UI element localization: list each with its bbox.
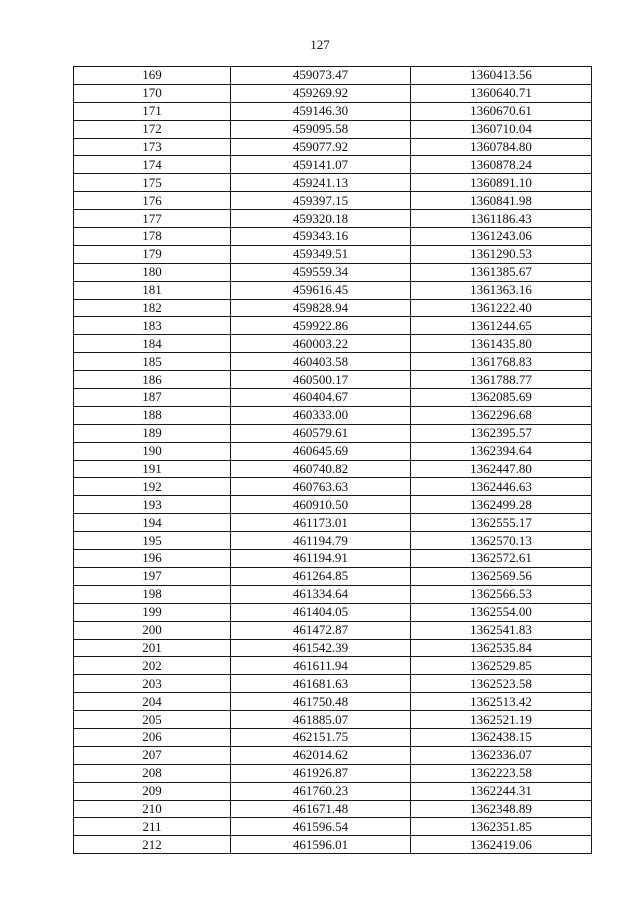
x-coordinate-cell: 462151.75 bbox=[231, 728, 411, 746]
y-coordinate-cell: 1362569.56 bbox=[411, 567, 592, 585]
table-row bbox=[74, 353, 592, 371]
table-row bbox=[74, 67, 592, 85]
x-coordinate-cell: 459095.58 bbox=[231, 120, 411, 138]
point-number-cell: 185 bbox=[74, 353, 231, 371]
x-coordinate-cell: 460763.63 bbox=[231, 478, 411, 496]
x-coordinate-cell: 461611.94 bbox=[231, 657, 411, 675]
point-number-cell: 187 bbox=[74, 389, 231, 407]
point-number-cell: 207 bbox=[74, 746, 231, 764]
point-number-cell: 180 bbox=[74, 263, 231, 281]
y-coordinate-cell: 1362447.80 bbox=[411, 460, 592, 478]
x-coordinate-cell: 459320.18 bbox=[231, 210, 411, 228]
y-coordinate-cell: 1360784.80 bbox=[411, 138, 592, 156]
point-number-cell: 188 bbox=[74, 406, 231, 424]
x-coordinate-cell: 460910.50 bbox=[231, 496, 411, 514]
point-number-cell: 205 bbox=[74, 711, 231, 729]
y-coordinate-cell: 1362555.17 bbox=[411, 514, 592, 532]
x-coordinate-cell: 460645.69 bbox=[231, 442, 411, 460]
x-coordinate-cell: 460403.58 bbox=[231, 353, 411, 371]
point-number-cell: 181 bbox=[74, 281, 231, 299]
x-coordinate-cell: 460333.00 bbox=[231, 406, 411, 424]
table-row bbox=[74, 389, 592, 407]
x-coordinate-cell: 461542.39 bbox=[231, 639, 411, 657]
point-number-cell: 195 bbox=[74, 532, 231, 550]
table-row bbox=[74, 460, 592, 478]
table-row bbox=[74, 84, 592, 102]
table-row bbox=[74, 335, 592, 353]
x-coordinate-cell: 459559.34 bbox=[231, 263, 411, 281]
point-number-cell: 182 bbox=[74, 299, 231, 317]
table-row bbox=[74, 406, 592, 424]
table-row bbox=[74, 478, 592, 496]
y-coordinate-cell: 1361222.40 bbox=[411, 299, 592, 317]
y-coordinate-cell: 1361363.16 bbox=[411, 281, 592, 299]
point-number-cell: 184 bbox=[74, 335, 231, 353]
x-coordinate-cell: 460404.67 bbox=[231, 389, 411, 407]
table-row bbox=[74, 496, 592, 514]
table-row bbox=[74, 764, 592, 782]
y-coordinate-cell: 1362296.68 bbox=[411, 406, 592, 424]
table-row bbox=[74, 621, 592, 639]
table-row bbox=[74, 442, 592, 460]
table-row bbox=[74, 245, 592, 263]
point-number-cell: 171 bbox=[74, 102, 231, 120]
table-row bbox=[74, 675, 592, 693]
y-coordinate-cell: 1362394.64 bbox=[411, 442, 592, 460]
x-coordinate-cell: 461173.01 bbox=[231, 514, 411, 532]
table-row bbox=[74, 371, 592, 389]
table-row bbox=[74, 603, 592, 621]
y-coordinate-cell: 1362223.58 bbox=[411, 764, 592, 782]
table-row bbox=[74, 102, 592, 120]
table-row bbox=[74, 156, 592, 174]
y-coordinate-cell: 1362395.57 bbox=[411, 424, 592, 442]
table-row bbox=[74, 782, 592, 800]
x-coordinate-cell: 460500.17 bbox=[231, 371, 411, 389]
point-number-cell: 190 bbox=[74, 442, 231, 460]
coordinates-table bbox=[73, 66, 592, 854]
point-number-cell: 206 bbox=[74, 728, 231, 746]
point-number-cell: 208 bbox=[74, 764, 231, 782]
x-coordinate-cell: 461264.85 bbox=[231, 567, 411, 585]
y-coordinate-cell: 1361186.43 bbox=[411, 210, 592, 228]
y-coordinate-cell: 1361290.53 bbox=[411, 245, 592, 263]
x-coordinate-cell: 461681.63 bbox=[231, 675, 411, 693]
x-coordinate-cell: 459146.30 bbox=[231, 102, 411, 120]
table-row bbox=[74, 711, 592, 729]
y-coordinate-cell: 1360878.24 bbox=[411, 156, 592, 174]
point-number-cell: 174 bbox=[74, 156, 231, 174]
point-number-cell: 202 bbox=[74, 657, 231, 675]
y-coordinate-cell: 1362446.63 bbox=[411, 478, 592, 496]
y-coordinate-cell: 1361243.06 bbox=[411, 228, 592, 246]
point-number-cell: 204 bbox=[74, 693, 231, 711]
table-row bbox=[74, 424, 592, 442]
x-coordinate-cell: 461885.07 bbox=[231, 711, 411, 729]
y-coordinate-cell: 1362566.53 bbox=[411, 585, 592, 603]
y-coordinate-cell: 1360670.61 bbox=[411, 102, 592, 120]
x-coordinate-cell: 460740.82 bbox=[231, 460, 411, 478]
point-number-cell: 198 bbox=[74, 585, 231, 603]
table-row bbox=[74, 800, 592, 818]
y-coordinate-cell: 1362336.07 bbox=[411, 746, 592, 764]
point-number-cell: 212 bbox=[74, 836, 231, 854]
y-coordinate-cell: 1362499.28 bbox=[411, 496, 592, 514]
y-coordinate-cell: 1362513.42 bbox=[411, 693, 592, 711]
x-coordinate-cell: 459269.92 bbox=[231, 84, 411, 102]
x-coordinate-cell: 459141.07 bbox=[231, 156, 411, 174]
table-row bbox=[74, 138, 592, 156]
table-row bbox=[74, 317, 592, 335]
x-coordinate-cell: 461194.91 bbox=[231, 550, 411, 568]
x-coordinate-cell: 460579.61 bbox=[231, 424, 411, 442]
x-coordinate-cell: 459343.16 bbox=[231, 228, 411, 246]
table-row bbox=[74, 174, 592, 192]
point-number-cell: 192 bbox=[74, 478, 231, 496]
table-body bbox=[74, 67, 592, 854]
table-row bbox=[74, 746, 592, 764]
point-number-cell: 183 bbox=[74, 317, 231, 335]
x-coordinate-cell: 461472.87 bbox=[231, 621, 411, 639]
x-coordinate-cell: 460003.22 bbox=[231, 335, 411, 353]
table-row bbox=[74, 192, 592, 210]
y-coordinate-cell: 1361244.65 bbox=[411, 317, 592, 335]
table-row bbox=[74, 728, 592, 746]
table-row bbox=[74, 693, 592, 711]
x-coordinate-cell: 461750.48 bbox=[231, 693, 411, 711]
y-coordinate-cell: 1362570.13 bbox=[411, 532, 592, 550]
y-coordinate-cell: 1362419.06 bbox=[411, 836, 592, 854]
y-coordinate-cell: 1362348.89 bbox=[411, 800, 592, 818]
table-row bbox=[74, 585, 592, 603]
point-number-cell: 176 bbox=[74, 192, 231, 210]
y-coordinate-cell: 1362529.85 bbox=[411, 657, 592, 675]
y-coordinate-cell: 1361435.80 bbox=[411, 335, 592, 353]
point-number-cell: 170 bbox=[74, 84, 231, 102]
point-number-cell: 186 bbox=[74, 371, 231, 389]
table-row bbox=[74, 657, 592, 675]
x-coordinate-cell: 461671.48 bbox=[231, 800, 411, 818]
y-coordinate-cell: 1362521.19 bbox=[411, 711, 592, 729]
x-coordinate-cell: 459828.94 bbox=[231, 299, 411, 317]
point-number-cell: 203 bbox=[74, 675, 231, 693]
y-coordinate-cell: 1362535.84 bbox=[411, 639, 592, 657]
y-coordinate-cell: 1362554.00 bbox=[411, 603, 592, 621]
point-number-cell: 200 bbox=[74, 621, 231, 639]
y-coordinate-cell: 1360841.98 bbox=[411, 192, 592, 210]
page-number: 127 bbox=[310, 37, 330, 52]
x-coordinate-cell: 461404.05 bbox=[231, 603, 411, 621]
x-coordinate-cell: 459349.51 bbox=[231, 245, 411, 263]
point-number-cell: 193 bbox=[74, 496, 231, 514]
x-coordinate-cell: 459922.86 bbox=[231, 317, 411, 335]
table-row bbox=[74, 228, 592, 246]
x-coordinate-cell: 459616.45 bbox=[231, 281, 411, 299]
y-coordinate-cell: 1361385.67 bbox=[411, 263, 592, 281]
y-coordinate-cell: 1361788.77 bbox=[411, 371, 592, 389]
x-coordinate-cell: 462014.62 bbox=[231, 746, 411, 764]
y-coordinate-cell: 1360891.10 bbox=[411, 174, 592, 192]
table-row bbox=[74, 532, 592, 550]
x-coordinate-cell: 461596.54 bbox=[231, 818, 411, 836]
point-number-cell: 189 bbox=[74, 424, 231, 442]
x-coordinate-cell: 461194.79 bbox=[231, 532, 411, 550]
x-coordinate-cell: 461926.87 bbox=[231, 764, 411, 782]
y-coordinate-cell: 1362572.61 bbox=[411, 550, 592, 568]
y-coordinate-cell: 1360710.04 bbox=[411, 120, 592, 138]
point-number-cell: 172 bbox=[74, 120, 231, 138]
point-number-cell: 179 bbox=[74, 245, 231, 263]
table-row bbox=[74, 281, 592, 299]
point-number-cell: 209 bbox=[74, 782, 231, 800]
x-coordinate-cell: 459241.13 bbox=[231, 174, 411, 192]
x-coordinate-cell: 459397.15 bbox=[231, 192, 411, 210]
point-number-cell: 175 bbox=[74, 174, 231, 192]
y-coordinate-cell: 1360640.71 bbox=[411, 84, 592, 102]
table-row bbox=[74, 567, 592, 585]
x-coordinate-cell: 461334.64 bbox=[231, 585, 411, 603]
x-coordinate-cell: 461760.23 bbox=[231, 782, 411, 800]
point-number-cell: 177 bbox=[74, 210, 231, 228]
point-number-cell: 169 bbox=[74, 67, 231, 85]
point-number-cell: 197 bbox=[74, 567, 231, 585]
table-row bbox=[74, 263, 592, 281]
y-coordinate-cell: 1362351.85 bbox=[411, 818, 592, 836]
point-number-cell: 199 bbox=[74, 603, 231, 621]
y-coordinate-cell: 1362523.58 bbox=[411, 675, 592, 693]
table-row bbox=[74, 818, 592, 836]
table-row bbox=[74, 514, 592, 532]
y-coordinate-cell: 1362085.69 bbox=[411, 389, 592, 407]
point-number-cell: 210 bbox=[74, 800, 231, 818]
point-number-cell: 201 bbox=[74, 639, 231, 657]
y-coordinate-cell: 1361768.83 bbox=[411, 353, 592, 371]
point-number-cell: 196 bbox=[74, 550, 231, 568]
table-row bbox=[74, 120, 592, 138]
table-row bbox=[74, 836, 592, 854]
table-row bbox=[74, 550, 592, 568]
y-coordinate-cell: 1360413.56 bbox=[411, 67, 592, 85]
table-row bbox=[74, 210, 592, 228]
x-coordinate-cell: 459077.92 bbox=[231, 138, 411, 156]
point-number-cell: 191 bbox=[74, 460, 231, 478]
point-number-cell: 194 bbox=[74, 514, 231, 532]
table-row bbox=[74, 639, 592, 657]
y-coordinate-cell: 1362541.83 bbox=[411, 621, 592, 639]
y-coordinate-cell: 1362244.31 bbox=[411, 782, 592, 800]
table-row bbox=[74, 299, 592, 317]
point-number-cell: 178 bbox=[74, 228, 231, 246]
x-coordinate-cell: 459073.47 bbox=[231, 67, 411, 85]
point-number-cell: 173 bbox=[74, 138, 231, 156]
y-coordinate-cell: 1362438.15 bbox=[411, 728, 592, 746]
x-coordinate-cell: 461596.01 bbox=[231, 836, 411, 854]
point-number-cell: 211 bbox=[74, 818, 231, 836]
